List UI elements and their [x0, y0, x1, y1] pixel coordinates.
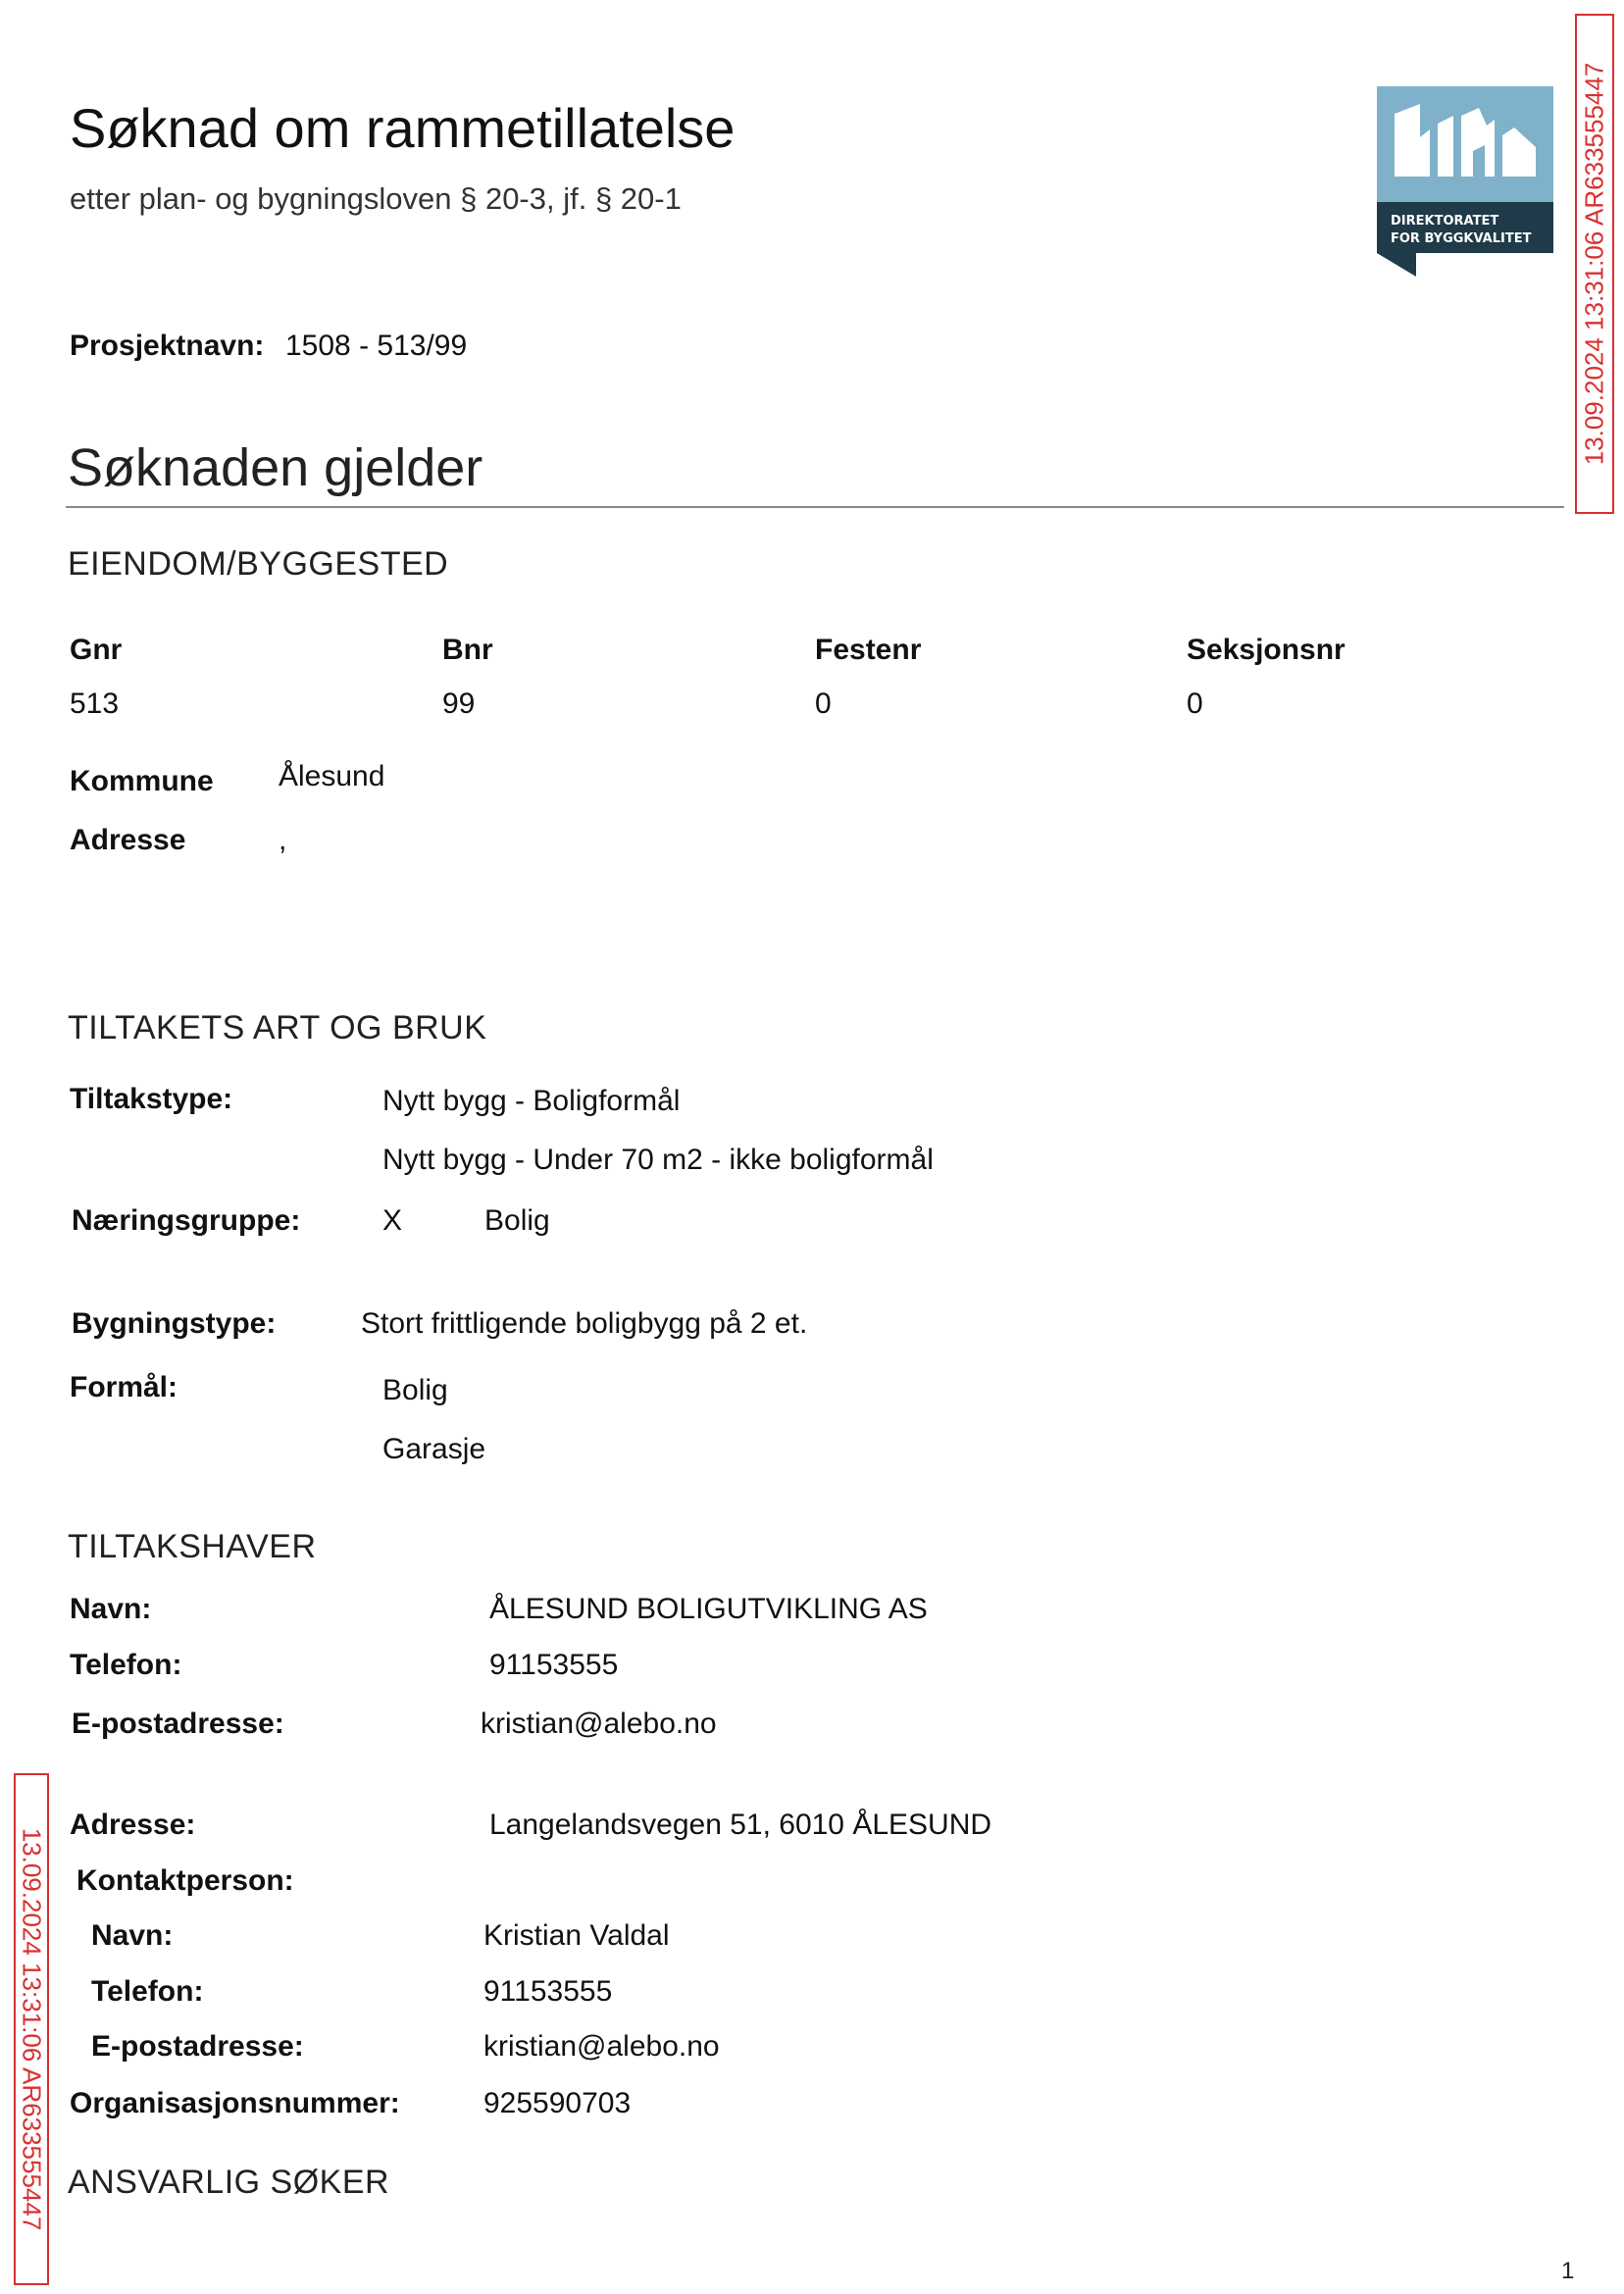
festenr-value: 0 [815, 688, 832, 720]
kommune-label: Kommune [70, 765, 214, 797]
stamp-right [1575, 14, 1614, 514]
tiltakshaver-telefon-label: Telefon: [70, 1649, 182, 1681]
tiltakstype-label: Tiltakstype: [70, 1083, 233, 1115]
tiltakshaver-navn-value: ÅLESUND BOLIGUTVIKLING AS [489, 1593, 928, 1625]
project-value: 1508 - 513/99 [285, 330, 468, 362]
kontakt-navn-value: Kristian Valdal [483, 1919, 670, 1952]
tiltak-heading: TILTAKETS ART OG BRUK [68, 1009, 487, 1046]
naeringsgruppe-value: Bolig [484, 1204, 550, 1237]
dibk-logo-icon [1377, 86, 1553, 277]
seksjonsnr-value: 0 [1187, 688, 1203, 720]
seksjonsnr-label: Seksjonsnr [1187, 634, 1345, 666]
bnr-label: Bnr [442, 634, 493, 666]
naeringsgruppe-code: X [382, 1204, 403, 1237]
section-divider [66, 506, 1564, 508]
tiltakshaver-epost-value: kristian@alebo.no [481, 1708, 717, 1740]
tiltakshaver-telefon-value: 91153555 [489, 1649, 619, 1681]
kontakt-epost-value: kristian@alebo.no [483, 2030, 720, 2063]
tiltakshaver-adresse-value: Langelandsvegen 51, 6010 ÅLESUND [489, 1809, 992, 1841]
logo-text-line2: FOR BYGGKVALITET [1391, 231, 1532, 246]
tiltakshaver-heading: TILTAKSHAVER [68, 1528, 317, 1565]
orgnr-value: 925590703 [483, 2087, 632, 2119]
orgnr-label: Organisasjonsnummer: [70, 2087, 400, 2119]
gnr-label: Gnr [70, 634, 123, 666]
tiltakstype-value-2: Nytt bygg - Under 70 m2 - ikke boligformål [382, 1144, 934, 1176]
bygningstype-value: Stort frittligende boligbygg på 2 et. [361, 1307, 808, 1340]
stamp-left-text: 13.09.2024 13:31:06 AR633555447 [17, 1827, 47, 2231]
stamp-left [14, 1773, 49, 2285]
logo-text-line1: DIREKTORATET [1391, 214, 1499, 229]
kontakt-telefon-value: 91153555 [483, 1975, 613, 2008]
eiendom-heading: EIENDOM/BYGGESTED [68, 545, 449, 583]
page-number: 1 [1561, 2258, 1575, 2284]
kontaktperson-label: Kontaktperson: [76, 1864, 294, 1897]
adresse-value: , [279, 824, 287, 856]
section-title: Søknaden gjelder [68, 438, 483, 497]
gnr-value: 513 [70, 688, 120, 720]
ansvarlig-heading: ANSVARLIG SØKER [68, 2164, 390, 2201]
document-title: Søknad om rammetillatelse [70, 97, 736, 159]
naeringsgruppe-label: Næringsgruppe: [72, 1204, 301, 1237]
formaal-value-2: Garasje [382, 1433, 486, 1465]
bygningstype-label: Bygningstype: [72, 1307, 277, 1340]
project-label: Prosjektnavn: [70, 330, 265, 362]
kontakt-epost-label: E-postadresse: [91, 2030, 304, 2063]
dibk-logo [1377, 86, 1553, 277]
kommune-value: Ålesund [279, 760, 385, 792]
kontakt-telefon-label: Telefon: [91, 1975, 204, 2008]
kontakt-navn-label: Navn: [91, 1919, 174, 1952]
tiltakshaver-adresse-label: Adresse: [70, 1809, 196, 1841]
tiltakstype-value-1: Nytt bygg - Boligformål [382, 1085, 681, 1117]
tiltakshaver-epost-label: E-postadresse: [72, 1708, 284, 1740]
tiltakshaver-navn-label: Navn: [70, 1593, 152, 1625]
bnr-value: 99 [442, 688, 476, 720]
formaal-value-1: Bolig [382, 1374, 448, 1406]
formaal-label: Formål: [70, 1371, 178, 1403]
stamp-right-text: 13.09.2024 13:31:06 AR633555447 [1579, 62, 1609, 466]
document-subtitle: etter plan- og bygningsloven § 20-3, jf. § 20-1 [70, 181, 682, 216]
adresse-label: Adresse [70, 824, 186, 856]
festenr-label: Festenr [815, 634, 922, 666]
